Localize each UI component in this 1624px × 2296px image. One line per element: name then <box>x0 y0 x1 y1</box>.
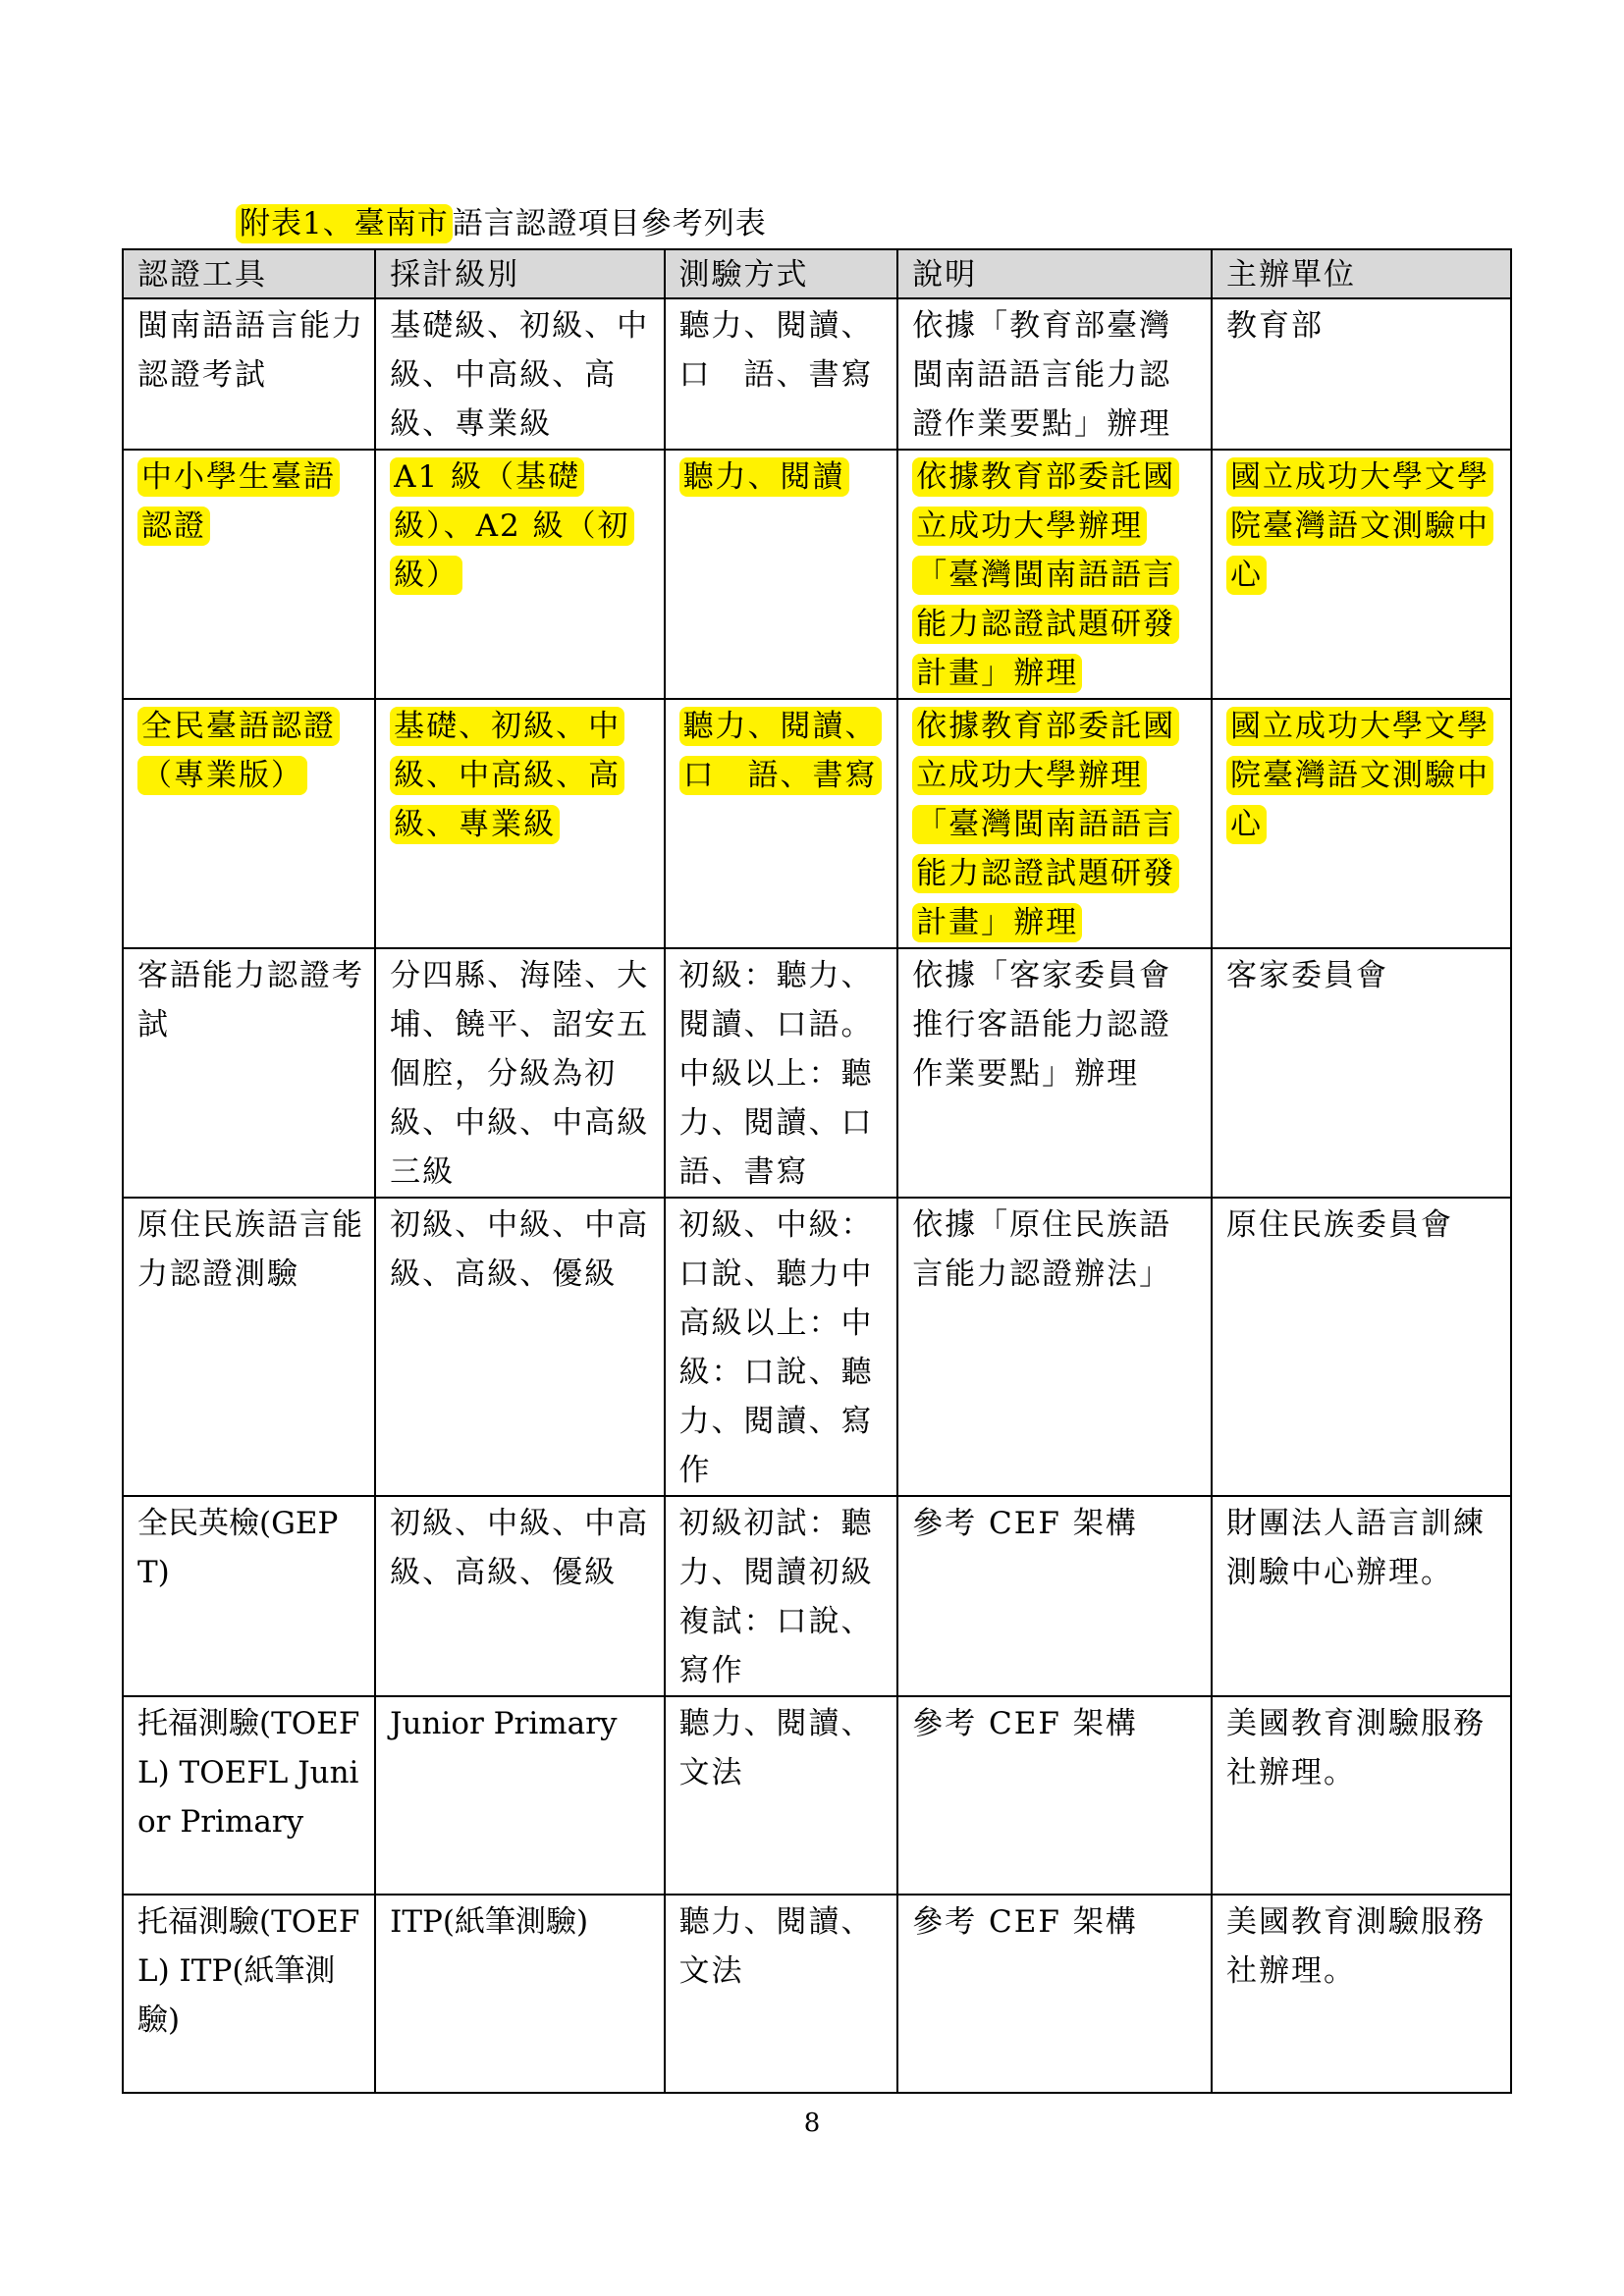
cell-text: 原住民族語言能力認證測驗 <box>137 1207 364 1292</box>
table-cell <box>1212 450 1511 699</box>
table-cell <box>375 948 664 1198</box>
cell-text: 聽力、閱讀、文法 <box>678 1904 874 1989</box>
table-cell <box>1212 1198 1511 1496</box>
highlighted-text: A1 級（基礎級）、A2 級（初級） <box>390 457 633 595</box>
table-cell <box>123 1198 375 1496</box>
header-cell: 認證工具 <box>123 249 375 298</box>
table-caption <box>236 200 767 247</box>
header-row <box>123 249 1511 298</box>
table-cell <box>897 1198 1212 1496</box>
table-cell <box>375 1198 664 1496</box>
cell-text: 依據「客家委員會推行客語能力認證作業要點」辦理 <box>912 958 1172 1092</box>
table-cell <box>375 1895 664 2093</box>
table-row-highlighted <box>123 450 1511 699</box>
cell-text: 依據「原住民族語言能力認證辦法」 <box>912 1207 1172 1292</box>
table-cell <box>123 1895 375 2093</box>
table-cell <box>123 699 375 948</box>
cell-text: 初級、中級、中高級、高級、優級 <box>390 1207 650 1292</box>
table-cell <box>375 1696 664 1895</box>
table-cell <box>897 1696 1212 1895</box>
table-cell <box>375 699 664 948</box>
table-cell <box>1212 1696 1511 1895</box>
cell-text: 閩南語語言能力認證考試 <box>137 308 364 393</box>
table-row <box>123 1496 1511 1696</box>
table-cell <box>1212 948 1511 1198</box>
highlighted-text: 全民臺語認證（專業版） <box>137 707 340 795</box>
highlighted-text: 國立成功大學文學院臺灣語文測驗中心 <box>1226 457 1493 595</box>
table-row <box>123 1198 1511 1496</box>
header-cell: 測驗方式 <box>665 249 898 298</box>
table-cell <box>123 450 375 699</box>
cell-text: 聽力、閱讀、文法 <box>678 1706 874 1790</box>
page-number: 8 <box>803 2109 821 2138</box>
cell-text: 基礎級、初級、中級、中高級、高級、專業級 <box>390 308 650 442</box>
table-cell <box>897 450 1212 699</box>
cell-text: 財團法人語言訓練測驗中心辦理。 <box>1226 1506 1487 1590</box>
table-cell <box>897 1496 1212 1696</box>
cell-text: 客語能力認證考試 <box>137 958 364 1042</box>
cell-text: 參考 CEF 架構 <box>912 1506 1138 1541</box>
cell-text: 全民英檢(GEPT) <box>137 1506 339 1590</box>
table-row <box>123 1696 1511 1895</box>
highlighted-text: 依據教育部委託國立成功大學辦理「臺灣閩南語語言能力認證試題研發計畫」辦理 <box>912 457 1179 693</box>
table-cell <box>665 298 898 450</box>
table-cell <box>665 450 898 699</box>
table-cell <box>897 699 1212 948</box>
table-cell <box>1212 298 1511 450</box>
cell-text: 參考 CEF 架構 <box>912 1904 1138 1940</box>
table-cell <box>375 1496 664 1696</box>
cell-text: ITP(紙筆測驗) <box>390 1904 589 1940</box>
highlighted-text: 聽力、閱讀 <box>679 457 849 497</box>
highlighted-text: 聽力、閱讀、口 語、書寫 <box>679 707 882 795</box>
cell-text: 分四縣、海陸、大埔、饒平、詔安五個腔，分級為初級、中級、中高級三級 <box>390 958 650 1190</box>
table-cell <box>897 298 1212 450</box>
cell-text: 托福測驗(TOEFL) ITP(紙筆測驗) <box>137 1904 360 2038</box>
cell-text: 聽力、閱讀、口 語、書寫 <box>678 308 874 393</box>
cell-text: 美國教育測驗服務社辦理。 <box>1226 1904 1487 1989</box>
cell-text: 參考 CEF 架構 <box>912 1706 1138 1741</box>
table-row <box>123 1895 1511 2093</box>
table-row <box>123 298 1511 450</box>
table-row <box>123 948 1511 1198</box>
caption-text: 語言認證項目參考列表 <box>452 206 767 241</box>
table-cell <box>375 298 664 450</box>
highlighted-text: 國立成功大學文學院臺灣語文測驗中心 <box>1226 707 1493 844</box>
header-cell: 主辦單位 <box>1212 249 1511 298</box>
cell-text: 教育部 <box>1226 308 1325 344</box>
table-cell <box>1212 1496 1511 1696</box>
highlighted-text: 依據教育部委託國立成功大學辦理「臺灣閩南語語言能力認證試題研發計畫」辦理 <box>912 707 1179 942</box>
table-cell <box>123 1696 375 1895</box>
table-row-highlighted <box>123 699 1511 948</box>
table-cell <box>897 948 1212 1198</box>
table-cell <box>665 1198 898 1496</box>
language-certification-table <box>122 248 1512 2094</box>
table-cell <box>665 948 898 1198</box>
table-cell <box>375 450 664 699</box>
header-cell: 說明 <box>897 249 1212 298</box>
cell-text: 依據「教育部臺灣閩南語語言能力認證作業要點」辦理 <box>912 308 1172 442</box>
cell-text: 初級：聽力、閱讀、口語。中級以上：聽力、閱讀、口語、書寫 <box>678 958 874 1190</box>
cell-text: 客家委員會 <box>1226 958 1389 993</box>
table-cell <box>123 1496 375 1696</box>
cell-text: 原住民族委員會 <box>1226 1207 1454 1243</box>
cell-text: 美國教育測驗服務社辦理。 <box>1226 1706 1487 1790</box>
table-cell <box>665 699 898 948</box>
cell-text: 初級初試：聽力、閱讀初級複試：口說、寫作 <box>678 1506 874 1688</box>
table-cell <box>665 1895 898 2093</box>
table-cell <box>665 1696 898 1895</box>
cell-text: 托福測驗(TOEFL) TOEFL Junior Primary <box>137 1706 360 1840</box>
caption-highlight: 附表1、臺南市 <box>236 204 453 243</box>
cell-text: 初級、中級、中高級、高級、優級 <box>390 1506 650 1590</box>
table-cell <box>665 1496 898 1696</box>
cell-text: Junior Primary <box>390 1706 618 1741</box>
table-cell <box>123 298 375 450</box>
table-cell <box>123 948 375 1198</box>
highlighted-text: 基礎、初級、中級、中高級、高級、專業級 <box>390 707 624 844</box>
table-cell <box>1212 699 1511 948</box>
table-cell <box>1212 1895 1511 2093</box>
cell-text: 初級、中級：口說、聽力中高級以上：中級：口說、聽力、閱讀、寫作 <box>678 1207 874 1488</box>
table-cell <box>897 1895 1212 2093</box>
header-cell: 採計級別 <box>375 249 664 298</box>
highlighted-text: 中小學生臺語認證 <box>137 457 340 546</box>
